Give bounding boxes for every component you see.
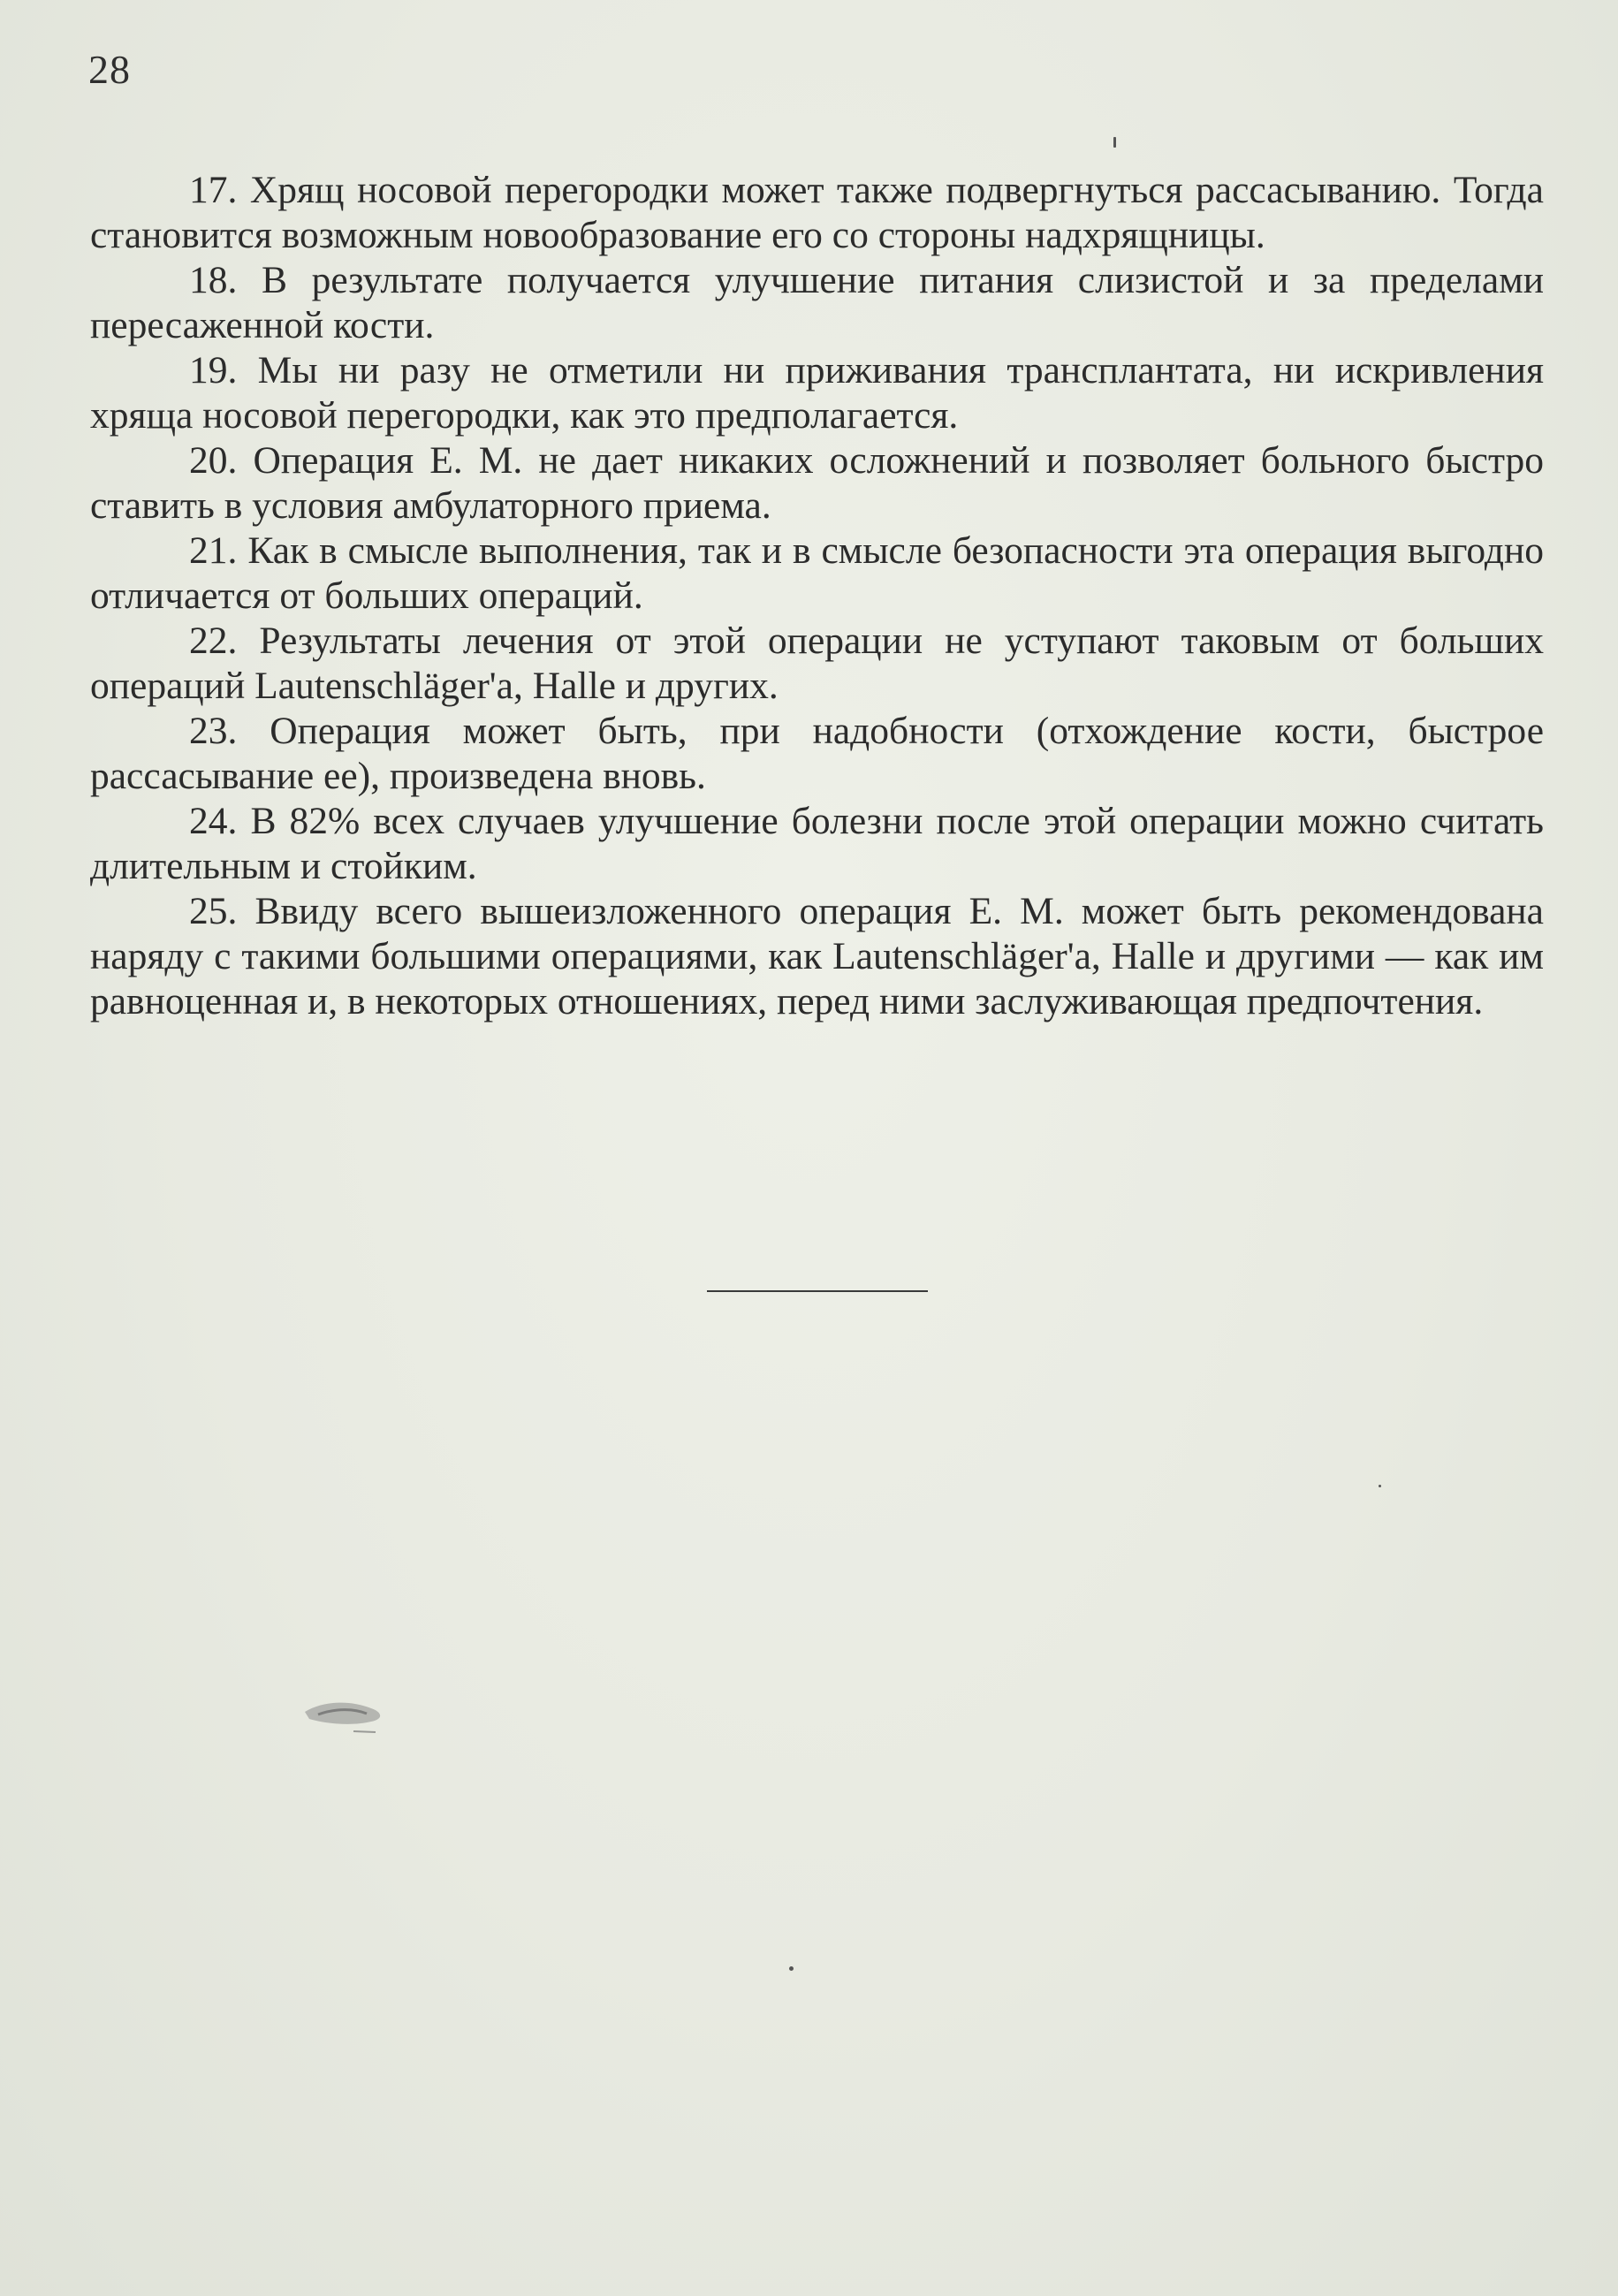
section-end-rule: [707, 1290, 928, 1292]
conclusion-20: 20. Операция Е. М. не дает никаких осложнений и позволяет больного быстро ставить в условия амбулаторного приема.: [90, 439, 1544, 527]
conclusion-19: 19. Мы ни разу не отметили ни приживания трансплантата, ни искривления хряща носовой перегородки, как это предполагается.: [90, 349, 1544, 437]
paper-speck: [1379, 1485, 1381, 1487]
conclusion-22: 22. Результаты лечения от этой операции не уступают таковым от больших операций Lautenschläger'а, Halle и других.: [90, 620, 1544, 707]
conclusion-17: 17. Хрящ носовой перегородки может также подвергнуться рассасыванию. Тогда становится возможным новообразование его со стороны надхрящницы.: [90, 169, 1544, 256]
ink-smudge: [300, 1692, 389, 1737]
conclusions-list: [90, 168, 1544, 1024]
conclusion-25: 25. Ввиду всего вышеизложенного операция Е. М. может быть рекомендована наряду с такими большими операциями, как Lautenschläger'а, Halle и другими — как им равноценная и, в некоторых отношениях, перед ними заслуживающая предпочтения.: [90, 890, 1544, 1023]
conclusion-23: 23. Операция может быть, при надобности (отхождение кости, быстрое рассасывание ее), произведена вновь.: [90, 710, 1544, 797]
paper-speck: [1113, 137, 1116, 148]
conclusion-18: 18. В результате получается улучшение питания слизистой и за пределами пересаженной кости.: [90, 259, 1544, 346]
page-number: 28: [88, 47, 131, 92]
conclusion-21: 21. Как в смысле выполнения, так и в смысле безопасности эта операция выгодно отличается от больших операций.: [90, 529, 1544, 617]
conclusion-24: 24. В 82% всех случаев улучшение болезни после этой операции можно считать длительным и стойким.: [90, 800, 1544, 887]
paper-speck: [789, 1966, 794, 1971]
